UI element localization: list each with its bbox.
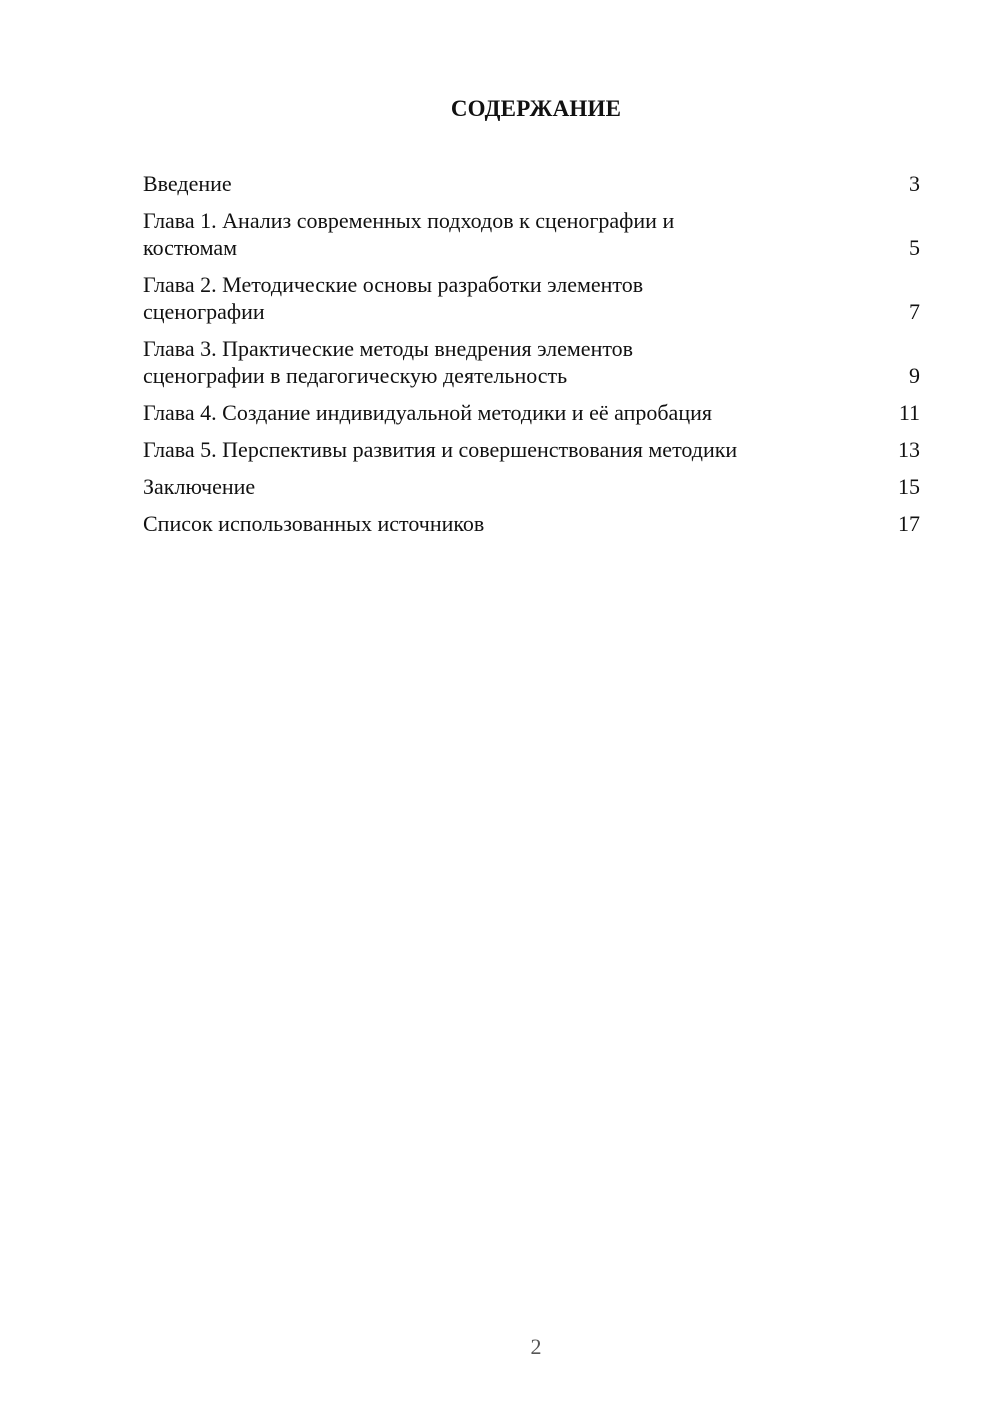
toc-entry-chapter-4	[143, 399, 920, 426]
toc-entry-label	[143, 271, 890, 325]
toc-entry-page: 3	[909, 171, 920, 196]
toc-entry-line: Глава 3. Практические методы внедрения элементов	[143, 336, 634, 361]
toc-entry-line: Глава 1. Анализ современных подходов к сценографии и	[143, 208, 675, 233]
toc-entry-line: Заключение	[143, 474, 256, 499]
toc-entry-chapter-1	[143, 207, 920, 261]
toc-entry-chapter-2	[143, 271, 920, 325]
toc-entry-page: 15	[898, 474, 920, 499]
toc-entry-chapter-3	[143, 335, 920, 389]
toc-entry-page: 5	[909, 235, 920, 260]
toc-entry-label	[143, 510, 890, 537]
toc-entry-label	[143, 436, 890, 463]
toc-entry-label	[143, 399, 890, 426]
toc-title: СОДЕРЖАНИЕ	[450, 96, 622, 121]
toc-entry-page: 11	[898, 400, 920, 425]
toc-entry-line: костюмам	[143, 235, 238, 260]
toc-entry-page: 9	[909, 363, 920, 388]
table-of-contents	[143, 170, 920, 547]
toc-entry-page: 7	[909, 299, 920, 324]
toc-entry-references	[143, 510, 920, 537]
toc-entry-line: Глава 5. Перспективы развития и совершенствования методики	[143, 437, 738, 462]
toc-entry-introduction	[143, 170, 920, 197]
toc-entry-label	[143, 473, 890, 500]
toc-entry-page: 13	[898, 437, 920, 462]
toc-entry-conclusion	[143, 473, 920, 500]
toc-entry-label	[143, 335, 890, 389]
toc-entry-label	[143, 170, 890, 197]
toc-entry-line: Глава 2. Методические основы разработки элементов	[143, 272, 644, 297]
toc-entry-label	[143, 207, 890, 261]
toc-entry-line: Список использованных источников	[143, 511, 485, 536]
toc-entry-line: Введение	[143, 171, 232, 196]
page-number: 2	[530, 1334, 542, 1359]
toc-entry-page: 17	[898, 511, 920, 536]
toc-entry-line: сценографии в педагогическую деятельность	[143, 363, 568, 388]
toc-entry-line: Глава 4. Создание индивидуальной методики и её апробация	[143, 400, 712, 425]
toc-entry-chapter-5	[143, 436, 920, 463]
toc-entry-line: сценографии	[143, 299, 265, 324]
